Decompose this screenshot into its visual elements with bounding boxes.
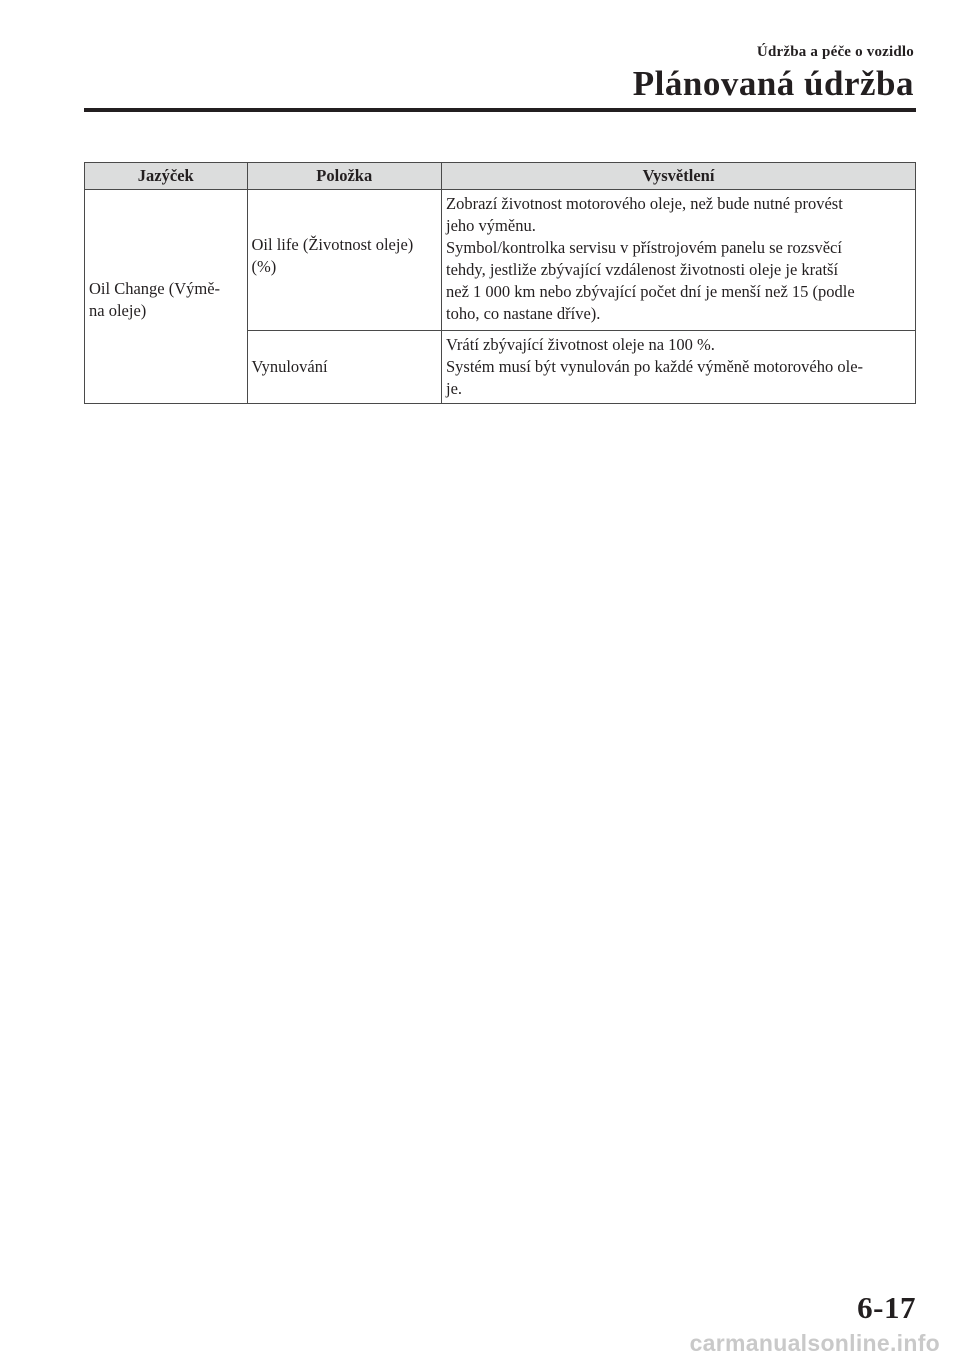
explanation-line: Symbol/kontrolka servisu v přístrojovém panelu se rozsvěcí — [446, 238, 842, 257]
maintenance-table — [84, 162, 916, 404]
column-header-tab: Jazýček — [85, 163, 248, 190]
watermark-text: carmanualsonline.info — [689, 1330, 940, 1356]
table-header-row — [85, 163, 916, 190]
column-header-explanation: Vysvětlení — [442, 163, 916, 190]
item-line: Oil life (Životnost oleje) — [251, 235, 414, 254]
column-header-item: Položka — [247, 163, 441, 190]
item-line: Vynulování — [251, 357, 328, 376]
item-cell — [247, 331, 441, 404]
explanation-line: tehdy, jestliže zbývající vzdálenost životnosti oleje je kratší — [446, 260, 839, 279]
header-divider — [84, 108, 916, 112]
explanation-cell — [442, 331, 916, 404]
section-title: Údržba a péče o vozidlo — [756, 44, 914, 60]
table-row — [85, 190, 916, 331]
explanation-line: jeho výměnu. — [446, 216, 536, 235]
item-cell — [247, 190, 441, 331]
chapter-title: Plánovaná údržba — [632, 64, 914, 103]
explanation-line: je. — [446, 379, 463, 398]
explanation-line: Zobrazí životnost motorového oleje, než bude nutné provést — [446, 194, 843, 213]
tab-label-line: na oleje) — [89, 300, 147, 320]
tab-label-line: Oil Change (Výmě- — [89, 278, 221, 298]
item-line: (%) — [251, 257, 277, 276]
explanation-line: Systém musí být vynulován po každé výměně motorového ole- — [446, 357, 864, 376]
explanation-line: než 1 000 km nebo zbývající počet dní je menší než 15 (podle — [446, 282, 855, 301]
explanation-line: Vrátí zbývající životnost oleje na 100 %. — [446, 335, 715, 354]
tab-cell — [85, 190, 248, 404]
page-number: 6-17 — [857, 1290, 916, 1325]
explanation-cell — [442, 190, 916, 331]
explanation-line: toho, co nastane dříve). — [446, 304, 601, 323]
